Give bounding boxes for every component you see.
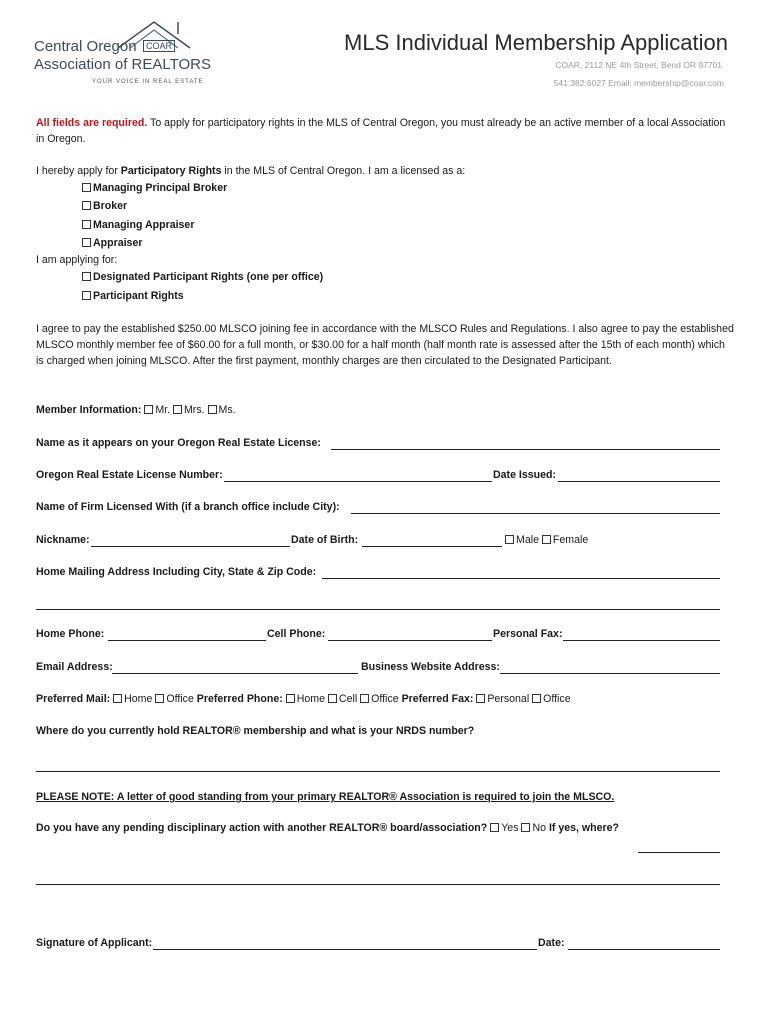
coar-logo bbox=[30, 16, 212, 88]
gender-options bbox=[505, 534, 588, 546]
mail-home-label: Home bbox=[124, 693, 153, 705]
license-option-broker[interactable] bbox=[82, 199, 127, 213]
realtor-membership-question: Where do you currently hold REALTOR® membership and what is your NRDS number? bbox=[36, 725, 475, 737]
license-option-appraiser[interactable] bbox=[82, 236, 142, 250]
female-label: Female bbox=[552, 534, 589, 546]
checkbox-mrs[interactable] bbox=[173, 405, 182, 414]
nickname-field[interactable] bbox=[91, 546, 290, 547]
checkbox-phone-home[interactable] bbox=[286, 694, 295, 703]
male-label: Male bbox=[516, 534, 539, 546]
checkbox-ms[interactable] bbox=[208, 405, 217, 414]
dob-label: Date of Birth: bbox=[291, 534, 359, 546]
disciplinary-where-field[interactable] bbox=[638, 852, 720, 853]
date-issued-label: Date Issued: bbox=[493, 469, 556, 481]
required-notice: All fields are required. bbox=[36, 117, 148, 129]
checkbox-mail-home[interactable] bbox=[113, 694, 122, 703]
license-option-managing-appraiser[interactable] bbox=[82, 218, 194, 232]
apply-bold: Participatory Rights bbox=[120, 165, 222, 177]
checkbox-phone-cell[interactable] bbox=[328, 694, 337, 703]
firm-field[interactable] bbox=[351, 513, 720, 514]
member-info-label: Member Information: bbox=[36, 404, 142, 416]
logo-abbr: COAR bbox=[143, 40, 175, 52]
email-label: Email Address: bbox=[36, 661, 113, 673]
rights-option-designated-participant[interactable] bbox=[82, 270, 323, 284]
phone-cell-label: Cell bbox=[338, 693, 358, 705]
checkbox-disciplinary-no[interactable] bbox=[521, 823, 530, 832]
checkbox[interactable] bbox=[82, 201, 91, 210]
preferred-phone-label: Preferred Phone: bbox=[196, 693, 283, 705]
title-ms: Ms. bbox=[218, 404, 236, 416]
phone-office-label: Office bbox=[371, 693, 399, 705]
intro-text: To apply for participatory rights in the MLS of Central Oregon, you must already be an active member of a local Association in Oregon. bbox=[36, 117, 726, 145]
disciplinary-question: Do you have any pending disciplinary action with another REALTOR® board/association? bbox=[36, 822, 488, 834]
office-contact: 541.382.6027 Email: membership@coar.com bbox=[553, 78, 724, 88]
disciplinary-row bbox=[36, 822, 619, 834]
checkbox-female[interactable] bbox=[542, 535, 551, 544]
realtor-membership-field[interactable] bbox=[36, 771, 720, 772]
preferred-fax-label: Preferred Fax: bbox=[401, 693, 474, 705]
checkbox[interactable] bbox=[82, 220, 91, 229]
checkbox-mr[interactable] bbox=[144, 405, 153, 414]
applying-for-label: I am applying for: bbox=[36, 254, 118, 266]
email-field[interactable] bbox=[112, 673, 358, 674]
mailing-address-label: Home Mailing Address Including City, State & Zip Code: bbox=[36, 566, 317, 578]
name-field[interactable] bbox=[331, 449, 720, 450]
checkbox-fax-office[interactable] bbox=[532, 694, 541, 703]
mail-office-label: Office bbox=[166, 693, 194, 705]
checkbox[interactable] bbox=[82, 238, 91, 247]
checkbox[interactable] bbox=[82, 183, 91, 192]
signature-label: Signature of Applicant: bbox=[36, 937, 153, 949]
option-label: Designated Participant Rights (one per office) bbox=[93, 271, 324, 283]
office-address: COAR, 2112 NE 4th Street, Bend OR 97701 bbox=[555, 60, 722, 70]
title-mr: Mr. bbox=[155, 404, 171, 416]
rights-option-participant[interactable] bbox=[82, 289, 184, 303]
fee-paragraph: I agree to pay the established $250.00 MLSCO joining fee in accordance with the MLSCO Rules and Regulations. I also agree to pay the established MLSCO monthly member fee of $60.00 for a full month, or $30.00 for a half month (half month rate is assessed after the 15th of each month) which is charged when joining MLSCO. After the first payment, monthly charges are then circulated to the Designated Participant. bbox=[36, 323, 734, 367]
home-phone-label: Home Phone: bbox=[36, 628, 105, 640]
fax-personal-label: Personal bbox=[487, 693, 530, 705]
mailing-address-field-line-2[interactable] bbox=[36, 609, 720, 610]
preferences-row bbox=[36, 693, 571, 705]
preferred-mail-label: Preferred Mail: bbox=[36, 693, 111, 705]
license-number-field[interactable] bbox=[224, 481, 492, 482]
checkbox-mail-office[interactable] bbox=[155, 694, 164, 703]
website-label: Business Website Address: bbox=[361, 661, 500, 673]
good-standing-note: PLEASE NOTE: A letter of good standing from your primary REALTOR® Association is required to join the MLSCO. bbox=[36, 791, 615, 803]
mailing-address-field[interactable] bbox=[322, 578, 720, 579]
checkbox[interactable] bbox=[82, 291, 91, 300]
disciplinary-yes-label: Yes bbox=[501, 822, 519, 834]
checkbox-male[interactable] bbox=[505, 535, 514, 544]
cell-phone-label: Cell Phone: bbox=[267, 628, 326, 640]
date-issued-field[interactable] bbox=[558, 481, 720, 482]
personal-fax-label: Personal Fax: bbox=[493, 628, 563, 640]
title-mrs: Mrs. bbox=[183, 404, 205, 416]
disciplinary-no-label: No bbox=[532, 822, 546, 834]
license-number-label: Oregon Real Estate License Number: bbox=[36, 469, 223, 481]
dob-field[interactable] bbox=[362, 546, 502, 547]
checkbox-phone-office[interactable] bbox=[360, 694, 369, 703]
cell-phone-field[interactable] bbox=[328, 640, 492, 641]
nickname-label: Nickname: bbox=[36, 534, 90, 546]
signature-date-label: Date: bbox=[538, 937, 565, 949]
checkbox-fax-personal[interactable] bbox=[476, 694, 485, 703]
name-label: Name as it appears on your Oregon Real Estate License: bbox=[36, 437, 321, 449]
intro-paragraph bbox=[36, 115, 734, 147]
logo-line-2: Association of REALTORS bbox=[34, 56, 212, 73]
disciplinary-if-yes-label: If yes, where? bbox=[548, 822, 620, 834]
apply-suffix: in the MLS of Central Oregon. I am a licensed as a: bbox=[221, 165, 466, 177]
checkbox[interactable] bbox=[82, 272, 91, 281]
website-field[interactable] bbox=[500, 673, 720, 674]
page-title: MLS Individual Membership Application bbox=[344, 30, 728, 55]
option-label: Participant Rights bbox=[93, 290, 184, 302]
signature-date-field[interactable] bbox=[568, 949, 720, 950]
option-label: Managing Principal Broker bbox=[93, 182, 228, 194]
option-label: Managing Appraiser bbox=[93, 219, 195, 231]
logo-tagline: YOUR VOICE IN REAL ESTATE bbox=[92, 79, 204, 85]
personal-fax-field[interactable] bbox=[563, 640, 720, 641]
apply-statement bbox=[36, 163, 734, 179]
checkbox-disciplinary-yes[interactable] bbox=[490, 823, 499, 832]
signature-field[interactable] bbox=[153, 949, 537, 950]
option-label: Broker bbox=[93, 200, 128, 212]
logo-line-1: Central Oregon bbox=[34, 38, 137, 55]
license-option-managing-principal-broker[interactable] bbox=[82, 181, 227, 195]
firm-label: Name of Firm Licensed With (if a branch office include City): bbox=[36, 501, 340, 513]
fax-office-label: Office bbox=[543, 693, 571, 705]
option-label: Appraiser bbox=[93, 237, 143, 249]
member-info-row bbox=[36, 404, 236, 416]
apply-prefix: I hereby apply for bbox=[36, 165, 121, 177]
disciplinary-details-field[interactable] bbox=[36, 884, 720, 885]
home-phone-field[interactable] bbox=[108, 640, 266, 641]
phone-home-label: Home bbox=[296, 693, 325, 705]
